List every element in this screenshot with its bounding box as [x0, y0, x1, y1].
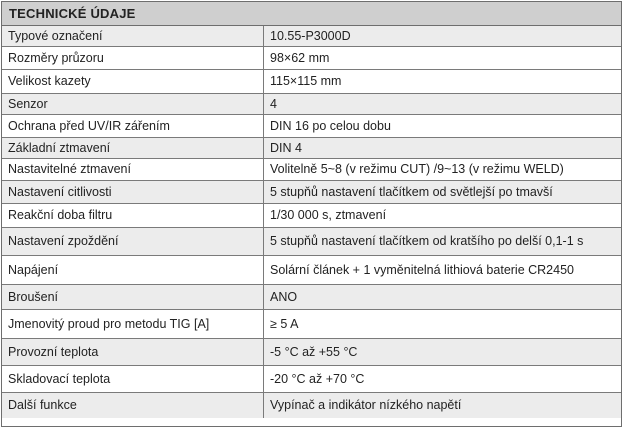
spec-value: 5 stupňů nastavení tlačítkem od světlejší po tmavší	[264, 180, 622, 203]
spec-value: ANO	[264, 284, 622, 309]
table-row	[2, 93, 621, 114]
table-row	[2, 46, 621, 69]
table-row	[2, 137, 621, 158]
table-row	[2, 338, 621, 365]
table-row	[2, 180, 621, 203]
spec-label: Reakční doba filtru	[2, 203, 264, 227]
spec-label: Nastavení citlivosti	[2, 180, 264, 203]
spec-label: Základní ztmavení	[2, 137, 264, 158]
table-row	[2, 284, 621, 309]
table-title: TECHNICKÉ ÚDAJE	[9, 6, 136, 21]
spec-label: Typové označení	[2, 26, 264, 46]
spec-label: Senzor	[2, 93, 264, 114]
spec-label: Ochrana před UV/IR zářením	[2, 114, 264, 137]
spec-label: Napájení	[2, 255, 264, 284]
spec-value: 115×115 mm	[264, 69, 622, 93]
table-row	[2, 26, 621, 46]
spec-value: Solární článek + 1 vyměnitelná lithiová baterie CR2450	[264, 255, 622, 284]
spec-value: Volitelně 5~8 (v režimu CUT) /9~13 (v režimu WELD)	[264, 158, 622, 180]
spec-value: ≥ 5 A	[264, 309, 622, 338]
table-row	[2, 255, 621, 284]
spec-label: Velikost kazety	[2, 69, 264, 93]
spec-label: Skladovací teplota	[2, 365, 264, 392]
spec-label: Rozměry průzoru	[2, 46, 264, 69]
table-row	[2, 203, 621, 227]
spec-value: 98×62 mm	[264, 46, 622, 69]
table-row	[2, 392, 621, 418]
table-row	[2, 69, 621, 93]
spec-value: 1/30 000 s, ztmavení	[264, 203, 622, 227]
spec-label: Provozní teplota	[2, 338, 264, 365]
table-row	[2, 114, 621, 137]
spec-value: -5 °C až +55 °C	[264, 338, 622, 365]
table-row	[2, 365, 621, 392]
spec-label: Jmenovitý proud pro metodu TIG [A]	[2, 309, 264, 338]
spec-label: Nastavitelné ztmavení	[2, 158, 264, 180]
table-row	[2, 227, 621, 255]
spec-table-container	[1, 1, 622, 427]
spec-value: 10.55-P3000D	[264, 26, 622, 46]
spec-value: DIN 16 po celou dobu	[264, 114, 622, 137]
spec-value: -20 °C až +70 °C	[264, 365, 622, 392]
spec-label: Nastavení zpoždění	[2, 227, 264, 255]
spec-label: Broušení	[2, 284, 264, 309]
table-row	[2, 158, 621, 180]
spec-table	[2, 26, 621, 418]
spec-label: Další funkce	[2, 392, 264, 418]
spec-value: 4	[264, 93, 622, 114]
table-title-bar	[2, 2, 621, 26]
table-row	[2, 309, 621, 338]
spec-value: 5 stupňů nastavení tlačítkem od kratšího po delší 0,1-1 s	[264, 227, 622, 255]
spec-value: Vypínač a indikátor nízkého napětí	[264, 392, 622, 418]
spec-value: DIN 4	[264, 137, 622, 158]
